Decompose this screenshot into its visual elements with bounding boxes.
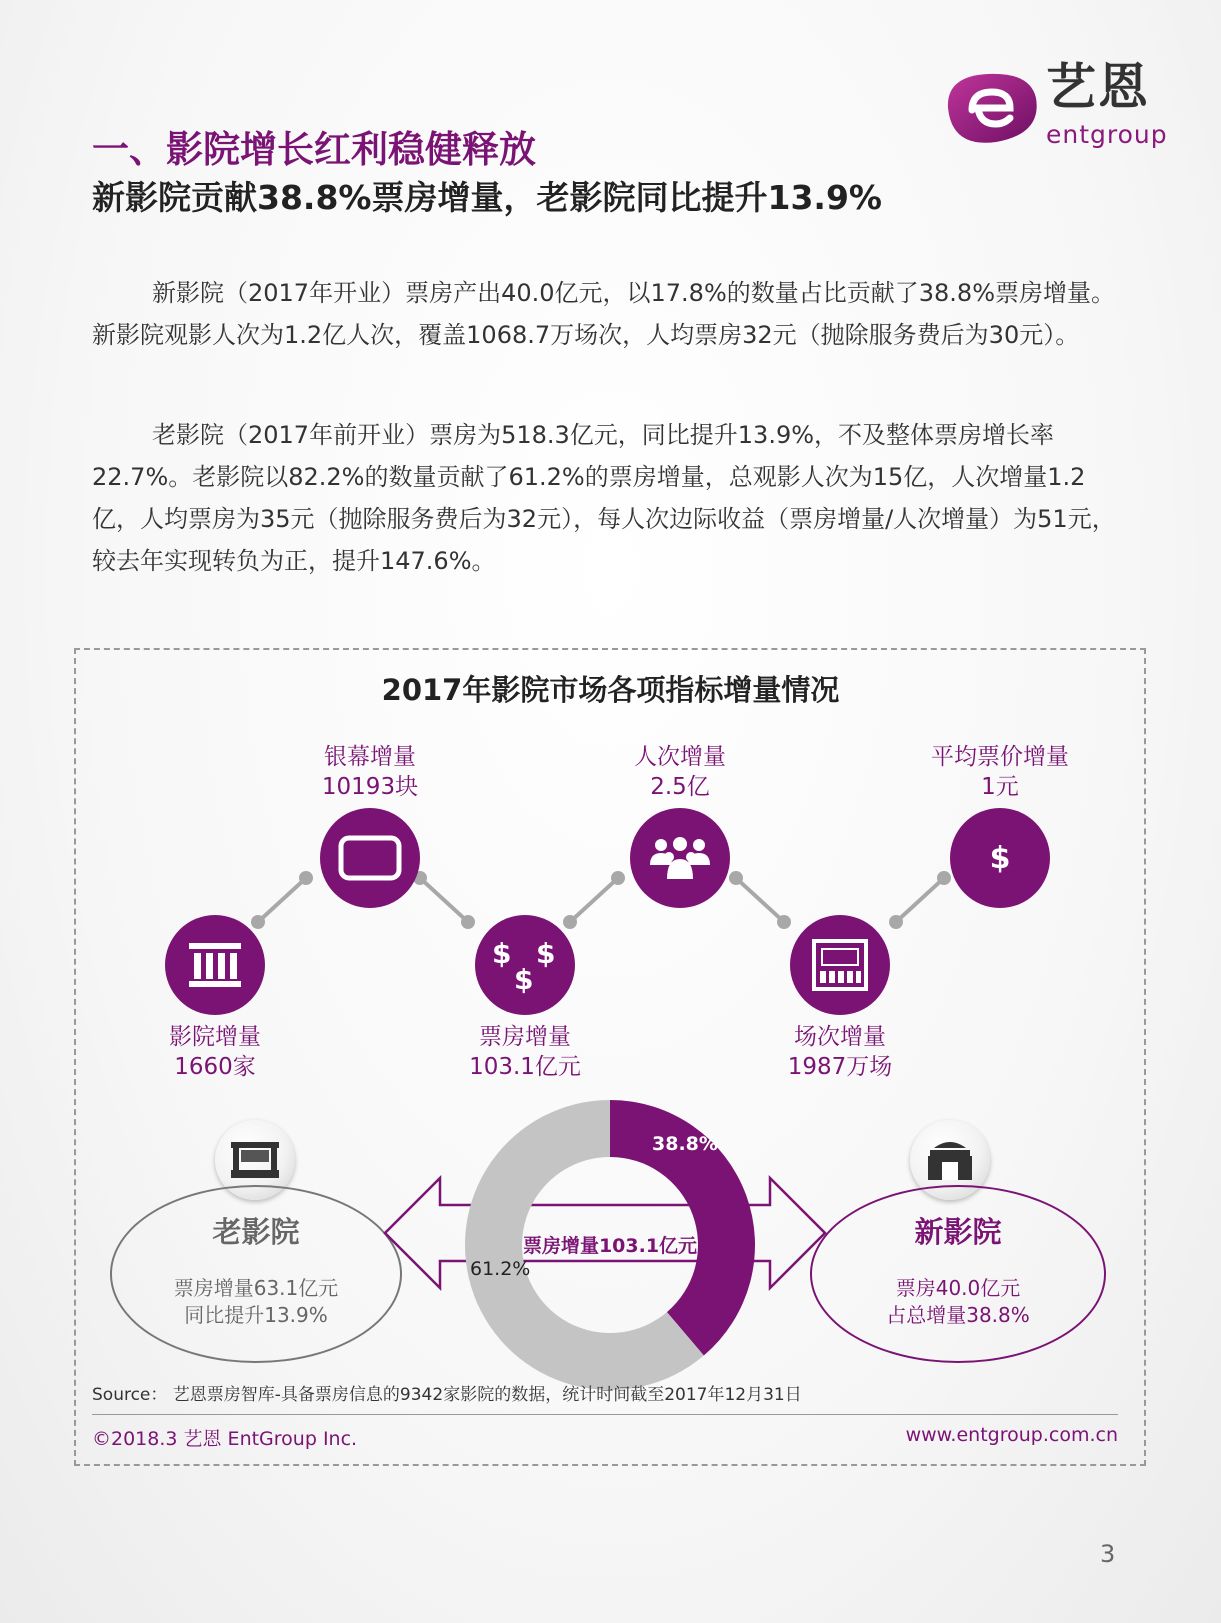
building-columns-icon xyxy=(165,915,265,1015)
logo-text-en: entgroup xyxy=(1046,120,1168,149)
connector-dot xyxy=(611,871,625,885)
metric-value: 103.1亿元 xyxy=(469,1054,581,1080)
svg-text:$: $ xyxy=(514,963,534,995)
metric-label: 平均票价增量 xyxy=(931,744,1069,770)
old-cinema-details xyxy=(110,1275,402,1329)
metric-box-office xyxy=(425,1022,625,1082)
screen-icon xyxy=(320,808,420,908)
connector-dot xyxy=(889,915,903,929)
metric-label: 场次增量 xyxy=(794,1024,886,1050)
page-title: 一、影院增长红利稳健释放 xyxy=(92,128,536,171)
metric-cinemas xyxy=(115,1022,315,1082)
new-cinema-line1: 票房40.0亿元 xyxy=(895,1276,1021,1300)
metric-avg-price xyxy=(900,742,1100,802)
connector-dot xyxy=(729,871,743,885)
metric-admissions xyxy=(580,742,780,802)
old-cinema-line2: 同比提升13.9% xyxy=(184,1303,328,1327)
metric-value: 1660家 xyxy=(174,1054,256,1080)
metric-value: 1987万场 xyxy=(787,1054,893,1080)
entgroup-logo-icon xyxy=(938,68,1048,148)
connector-dot xyxy=(563,915,577,929)
copyright: ©2018.3 艺恩 EntGroup Inc. xyxy=(92,1428,358,1450)
dollar-icon: $ xyxy=(950,808,1050,908)
source-note: Source： 艺恩票房智库-具备票房信息的9342家影院的数据，统计时间截至2017年12月31日 xyxy=(92,1385,802,1405)
connector-dot xyxy=(299,871,313,885)
donut-center-label: 票房增量103.1亿元 xyxy=(522,1235,698,1257)
new-cinema-line2: 占总增量38.8% xyxy=(886,1303,1030,1327)
people-icon xyxy=(630,808,730,908)
connector-dot xyxy=(937,871,951,885)
metric-value: 1元 xyxy=(981,774,1019,800)
metric-showtimes xyxy=(740,1022,940,1082)
infographic-title: 2017年影院市场各项指标增量情况 xyxy=(381,673,840,707)
new-cinema-details xyxy=(810,1275,1106,1329)
logo-text-cn: 艺恩 xyxy=(1046,58,1150,116)
metric-label: 银幕增量 xyxy=(324,744,416,770)
metric-label: 票房增量 xyxy=(479,1024,571,1050)
metric-label: 人次增量 xyxy=(634,744,726,770)
connector-dot xyxy=(777,915,791,929)
divider xyxy=(92,1414,1118,1415)
svg-text:$: $ xyxy=(536,937,556,970)
paragraph-new-cinema: 新影院（2017年开业）票房产出40.0亿元，以17.8%的数量占比贡献了38.8%票房增量。新影院观影人次为1.2亿人次，覆盖1068.7万场次，人均票房32元（抛除服务费后为30元）。 xyxy=(92,279,1115,349)
box-office-donut-chart xyxy=(420,1085,800,1405)
new-cinema-title: 新影院 xyxy=(914,1215,1002,1249)
website-link[interactable]: www.entgroup.com.cn xyxy=(905,1424,1118,1446)
metric-value: 10193块 xyxy=(321,774,419,800)
old-cinema-title: 老影院 xyxy=(212,1215,300,1249)
page-subtitle: 新影院贡献38.8%票房增量，老影院同比提升13.9% xyxy=(92,178,882,217)
connector-dot xyxy=(461,915,475,929)
donut-label-old: 61.2% xyxy=(470,1258,531,1280)
metric-label: 影院增量 xyxy=(169,1024,261,1050)
metric-screens xyxy=(270,742,470,802)
paragraph-old-cinema: 老影院（2017年前开业）票房为518.3亿元，同比提升13.9%，不及整体票房增长率22.7%。老影院以82.2%的数量贡献了61.2%的票房增量，总观影人次为15亿，人次增量1.2亿，人均票房为35元（抛除服务费后为32元），每人次边际收益（票房增量/人次增量）为51元，较去年实现转负为正，提升147.6%。 xyxy=(92,421,1116,575)
theater-icon xyxy=(790,915,890,1015)
metric-value: 2.5亿 xyxy=(650,774,710,800)
connector-dot xyxy=(251,915,265,929)
old-cinema-line1: 票房增量63.1亿元 xyxy=(173,1276,339,1300)
svg-text:$: $ xyxy=(492,937,512,970)
donut-label-new: 38.8% xyxy=(652,1133,718,1155)
money-icon xyxy=(475,915,575,1015)
page-number: 3 xyxy=(1100,1540,1116,1568)
